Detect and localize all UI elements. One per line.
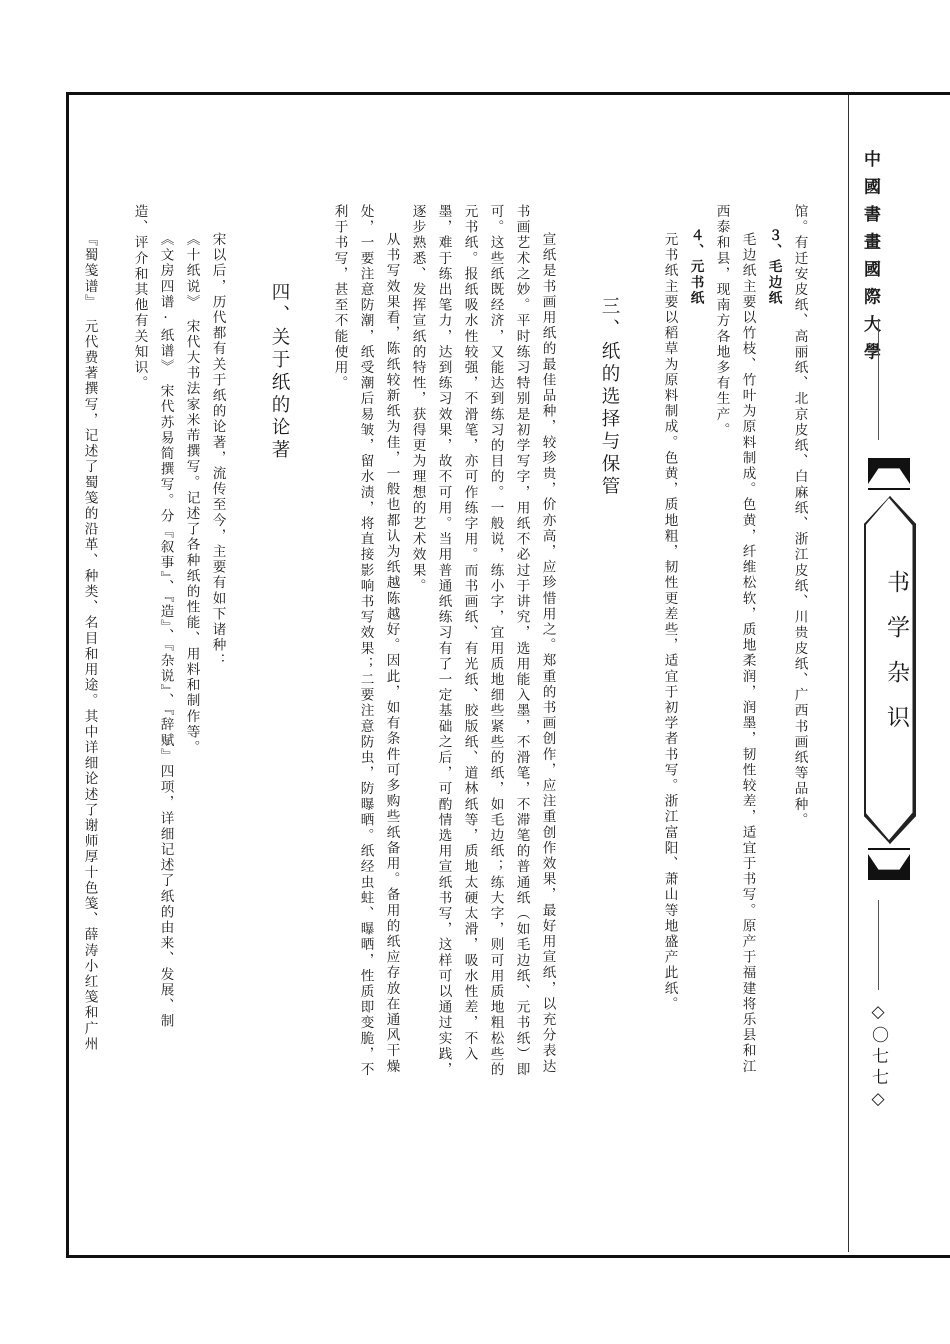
text-column: 利于书写，甚至不能使用。 xyxy=(331,204,348,392)
text-column: 馆。有迁安皮纸、高丽纸、北京皮纸、白麻纸、浙江皮纸、川贵皮纸、广西书画纸等品种。 xyxy=(791,204,808,828)
banner-top-line xyxy=(868,488,910,490)
page-number: ◇〇七七◇ xyxy=(868,1002,888,1113)
side-divider xyxy=(848,95,849,1252)
divider-line-upper xyxy=(878,320,879,440)
banner-bottom-ornament xyxy=(868,854,910,880)
section-heading-4: 四、关于纸的论著 xyxy=(269,282,290,462)
banner-top-ornament xyxy=(868,458,910,484)
text-column: 《十纸说》 宋代大书法家米芾撰写。记述了各种纸的性能、用料和制作等。 xyxy=(183,232,200,756)
text-column: 元书纸。报纸吸水性较强，不滑笔，亦可作练字用。而书画纸、有光纸、胶版纸、道林纸等，质地太硬太滑，吸水性差，不入 xyxy=(461,204,478,1062)
subheading-maobian: ３、毛边纸 xyxy=(765,228,782,306)
text-column: 宣纸是书画用纸的最佳品种，较珍贵，价亦高，应珍惜用之。郑重的书画创作，应注重创作效果，最好用宣纸，以充分表达 xyxy=(539,232,556,1075)
university-name: 中國書畫國際大學 xyxy=(860,150,880,370)
divider-line-lower xyxy=(878,900,879,990)
text-column: 处，一要注意防潮，纸受潮后易皱，留水渍，将直接影响书写效果；二要注意防虫，防曝晒。纸经虫蛀、曝晒，性质即变脆，不 xyxy=(357,204,374,1078)
text-column: 『蜀笺谱』 元代费著撰写，记述了蜀笺的沿革、种类、名目和用途。其中详细论述了谢师厚十色笺、薛涛小红笺和广州 xyxy=(81,232,98,1052)
text-column: 书画艺术之妙。平时练习特别是初学写字，用纸不必过于讲究，选用能入墨，不滑笔，不滞笔的普通纸（如毛边纸、元书纸）即 xyxy=(513,204,530,1078)
subheading-yuanshu: ４、元书纸 xyxy=(687,228,704,306)
text-column: 从书写效果看，陈纸较新纸为佳，一般也都认为纸越陈越好。因此，如有条件可多购些纸备用。备用的纸应存放在通风干燥 xyxy=(383,232,400,1075)
text-column: 造、评介和其他有关知识。 xyxy=(131,204,148,392)
section-title: 书学杂识 xyxy=(883,570,909,750)
text-column: 墨，难于练出笔力，达到练习效果，故不可用。当用普通纸练习有了一定基础之后，可酌情选用宣纸书写，这样可以通过实践， xyxy=(435,204,452,1078)
text-column: 毛边纸主要以竹枝、竹叶为原料制成。色黄，纤维松软，质地柔润，润墨，韧性较差，适宜于书写。原产于福建将乐县和江 xyxy=(739,232,756,1075)
text-column: 《文房四谱·纸谱》 宋代苏易简撰写。分『叙事』、『造』、『杂说』、『辞赋』四项，详细记述了纸的由来、发展、制 xyxy=(157,232,174,1030)
banner-bottom-line xyxy=(868,848,910,850)
text-column: 可。这些纸既经济，又能达到练习的目的。一般说，练小字，宜用质地细些紧些的纸，如毛边纸；练大字，则可用质地粗松些的 xyxy=(487,204,504,1078)
text-column: 宋以后，历代都有关于纸的论著，流传至今，主要有如下诸种： xyxy=(209,232,226,669)
text-column: 西泰和县，现南方各地多有生产。 xyxy=(713,204,730,438)
section-heading-3: 三、纸的选择与保管 xyxy=(599,296,620,499)
text-column: 元书纸主要以稻草为原料制成。色黄，质地粗，韧性更差些，适宜于初学者书写。浙江富阳、萧山等地盛产此纸。 xyxy=(661,232,678,1012)
text-column: 逐步熟悉、发挥宣纸的特性，获得更为理想的艺术效果。 xyxy=(409,204,426,594)
